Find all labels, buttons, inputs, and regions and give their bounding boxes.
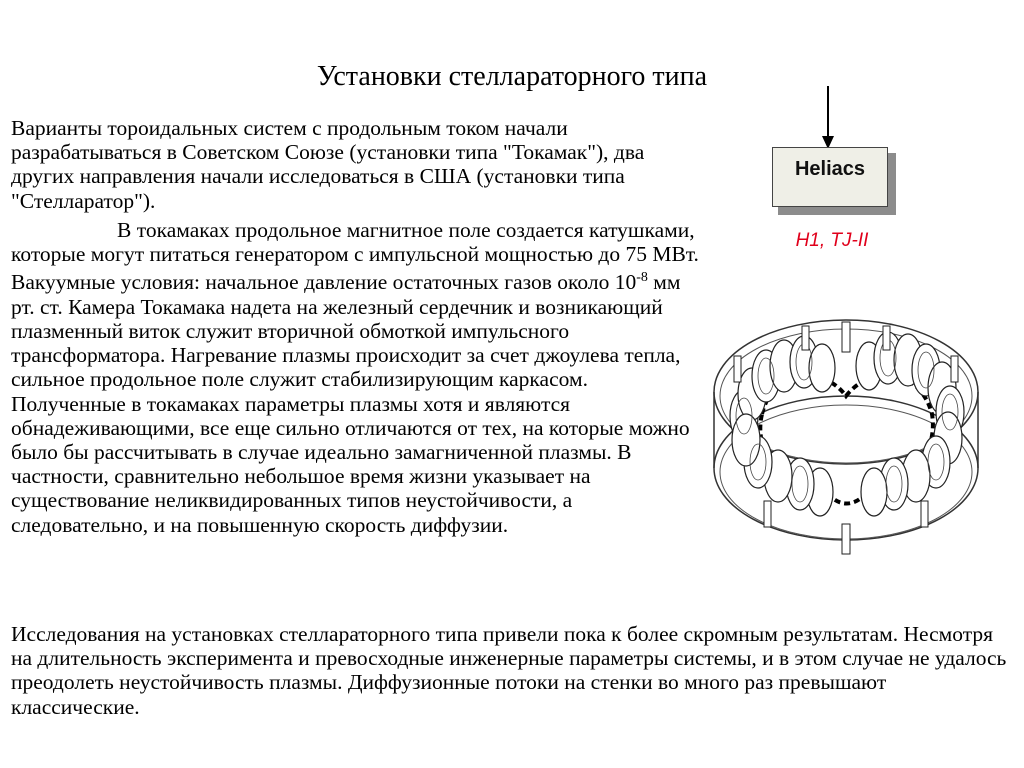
heliacs-label: Heliacs <box>794 158 866 180</box>
heliacs-box <box>772 147 888 207</box>
paragraph-intro: Варианты тороидальных систем с продольным током начали разрабатываться в Советском Союзе (установки типа "Токамак"), два других направления начали исследоваться в США (установки типа "Стелларатор"). <box>11 116 645 213</box>
paragraph-tokamak-part1: В токамаках продольное магнитное поле создается катушками, которые могут питаться генератором с импульсной мощностью до 75 МВт. Вакуумные условия: начальное давление остаточных газов около 10 <box>11 218 699 295</box>
pressure-exponent: -8 <box>636 270 648 286</box>
down-arrow-icon <box>818 86 838 150</box>
page-title: Установки стеллараторного типа <box>316 61 708 92</box>
heliac-coil-diagram <box>704 296 988 580</box>
paragraph-tokamak <box>11 218 701 537</box>
devices-label: H1, TJ-II <box>795 230 869 251</box>
paragraph-tokamak-part2: мм рт. ст. Камера Токамака надета на железный сердечник и возникающий плазменный виток служит вторичной обмоткой импульсного трансформатора. Нагревание плазмы происходит за счет джоулева тепла, сильное продольное поле служит стабилизирующим каркасом. Полученные в токамаках параметры плазмы хотя и являются обнадеживающими, все еще сильно отличаются от тех, на которые можно было бы рассчитывать в случае идеально замагниченной плазмы. В частности, сравнительно небольшое время жизни указывает на существование неликвидированных типов неустойчивости, а следовательно, и на повышенную скорость диффузии. <box>11 270 690 537</box>
paragraph-stellarator-results: Исследования на установках стеллараторного типа привели пока к более скромным результатам. Несмотря на длительность эксперимента и превосходные инженерные параметры системы, и в этом случае не удалось преодолеть неустойчивость плазмы. Диффузионные потоки на стенки во много раз превышают классические. <box>11 622 1007 719</box>
